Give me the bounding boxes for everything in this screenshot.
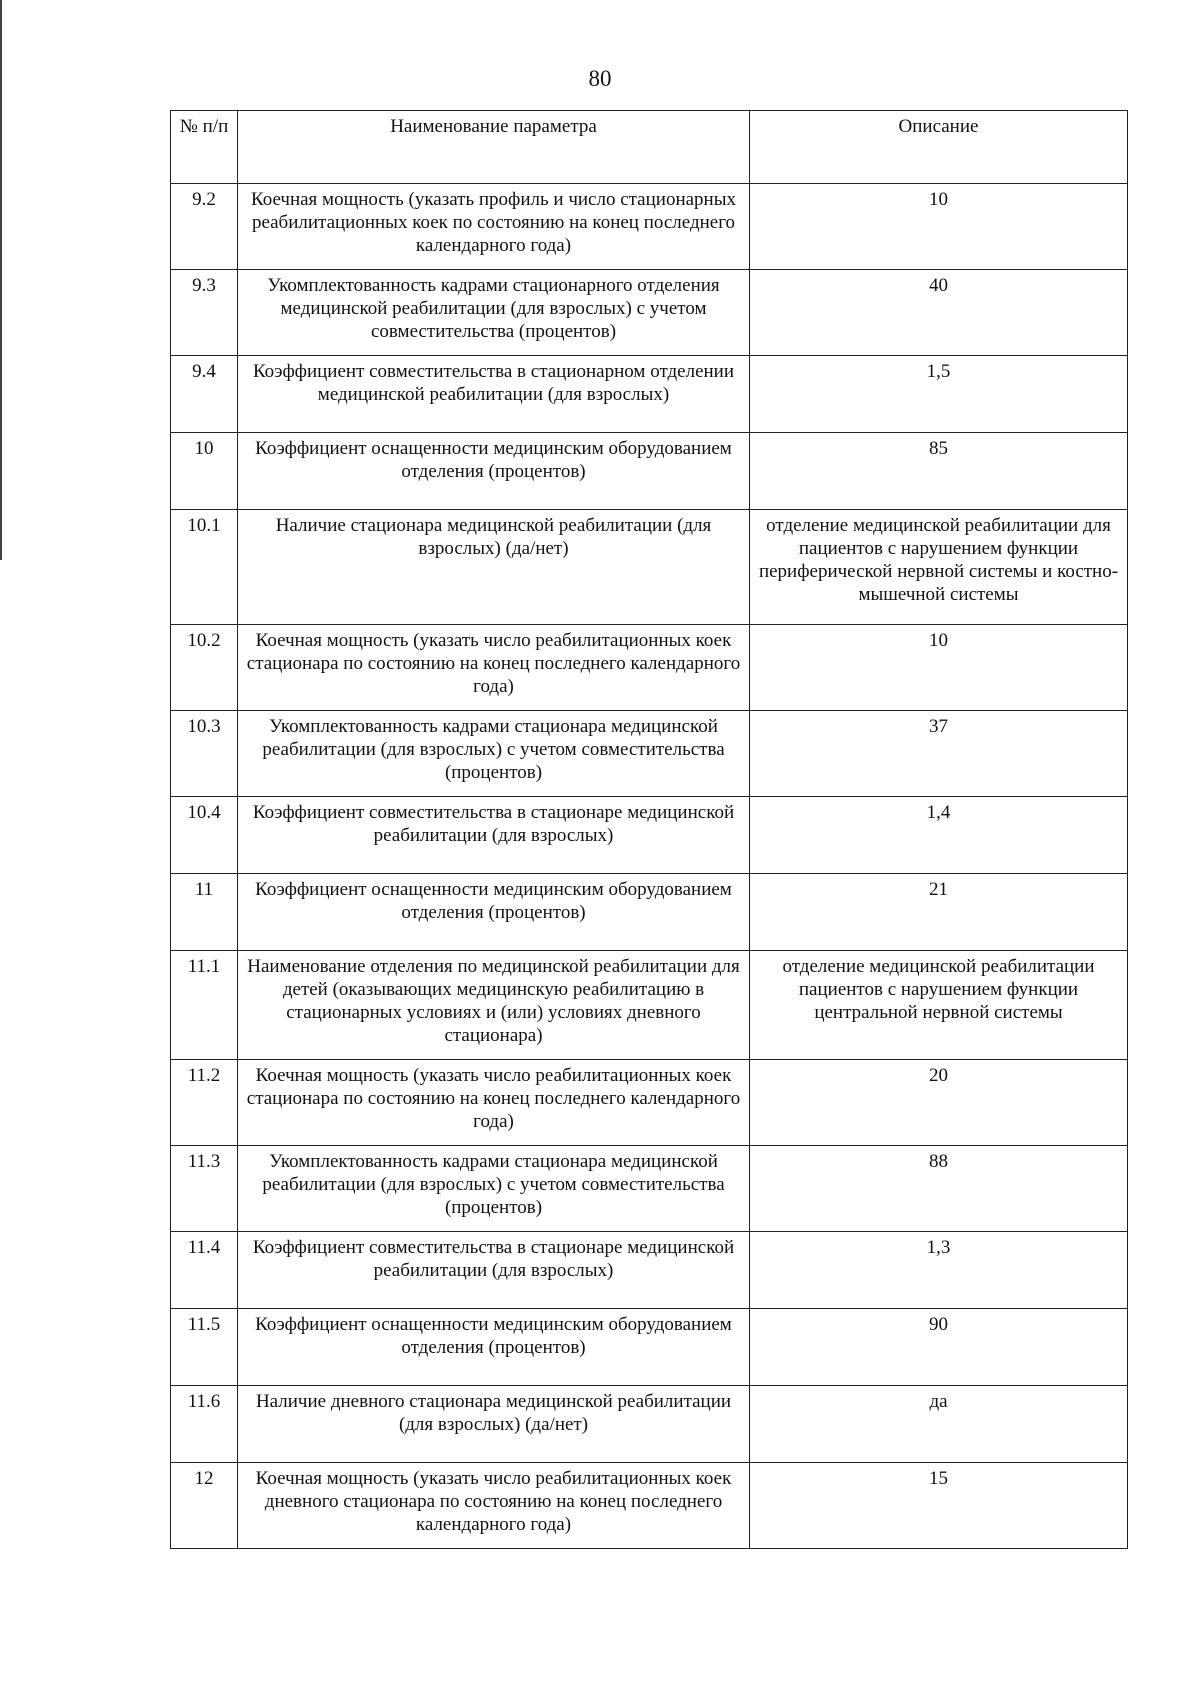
- row-description: 40: [750, 270, 1128, 356]
- row-description: 10: [750, 625, 1128, 711]
- row-name: Коэффициент совместительства в стационаре медицинской реабилитации (для взрослых): [238, 1232, 750, 1309]
- row-num: 9.4: [171, 356, 238, 433]
- table-row: [171, 1146, 1128, 1232]
- row-name: Наличие стационара медицинской реабилитации (для взрослых) (да/нет): [238, 510, 750, 625]
- table-row: [171, 356, 1128, 433]
- table-row: [171, 625, 1128, 711]
- table-row: [171, 184, 1128, 270]
- row-num: 11.5: [171, 1309, 238, 1386]
- table-row: [171, 1309, 1128, 1386]
- row-description: 37: [750, 711, 1128, 797]
- row-num: 11: [171, 874, 238, 951]
- row-description: 85: [750, 433, 1128, 510]
- table-row: [171, 1232, 1128, 1309]
- row-name: Коэффициент совместительства в стационаре медицинской реабилитации (для взрослых): [238, 797, 750, 874]
- row-description: 1,5: [750, 356, 1128, 433]
- row-name: Наименование отделения по медицинской реабилитации для детей (оказывающих медицинскую реабилитацию в стационарных условиях и (или) условиях дневного стационара): [238, 951, 750, 1060]
- table-row: [171, 711, 1128, 797]
- row-description: 21: [750, 874, 1128, 951]
- row-description: 10: [750, 184, 1128, 270]
- row-num: 11.6: [171, 1386, 238, 1463]
- row-num: 9.2: [171, 184, 238, 270]
- table-row: [171, 433, 1128, 510]
- row-description: 1,3: [750, 1232, 1128, 1309]
- row-description: отделение медицинской реабилитации пациентов с нарушением функции центральной нервной системы: [750, 951, 1128, 1060]
- row-name: Коечная мощность (указать профиль и число стационарных реабилитационных коек по состоянию на конец последнего календарного года): [238, 184, 750, 270]
- table-row: [171, 510, 1128, 625]
- row-num: 11.1: [171, 951, 238, 1060]
- row-num: 10.3: [171, 711, 238, 797]
- row-name: Коечная мощность (указать число реабилитационных коек дневного стационара по состоянию на конец последнего календарного года): [238, 1463, 750, 1549]
- row-name: Укомплектованность кадрами стационарного отделения медицинской реабилитации (для взрослых) с учетом совместительства (процентов): [238, 270, 750, 356]
- table-row: [171, 1060, 1128, 1146]
- parameters-table: [170, 110, 1128, 1549]
- row-description: да: [750, 1386, 1128, 1463]
- row-name: Укомплектованность кадрами стационара медицинской реабилитации (для взрослых) с учетом совместительства (процентов): [238, 1146, 750, 1232]
- row-name: Укомплектованность кадрами стационара медицинской реабилитации (для взрослых) с учетом совместительства (процентов): [238, 711, 750, 797]
- table-row: [171, 1386, 1128, 1463]
- table-row: [171, 1463, 1128, 1549]
- row-num: 10.1: [171, 510, 238, 625]
- table-row: [171, 951, 1128, 1060]
- table-header-row: [171, 111, 1128, 184]
- row-name: Коечная мощность (указать число реабилитационных коек стационара по состоянию на конец последнего календарного года): [238, 1060, 750, 1146]
- row-num: 11.3: [171, 1146, 238, 1232]
- row-name: Коэффициент оснащенности медицинским оборудованием отделения (процентов): [238, 433, 750, 510]
- row-description: 90: [750, 1309, 1128, 1386]
- row-name: Коэффициент оснащенности медицинским оборудованием отделения (процентов): [238, 1309, 750, 1386]
- header-num: № п/п: [171, 111, 238, 184]
- header-description: Описание: [750, 111, 1128, 184]
- table-row: [171, 797, 1128, 874]
- row-name: Коечная мощность (указать число реабилитационных коек стационара по состоянию на конец последнего календарного года): [238, 625, 750, 711]
- row-num: 11.4: [171, 1232, 238, 1309]
- row-description: отделение медицинской реабилитации для пациентов с нарушением функции периферической нервной системы и костно-мышечной системы: [750, 510, 1128, 625]
- row-num: 9.3: [171, 270, 238, 356]
- row-num: 12: [171, 1463, 238, 1549]
- row-num: 10.2: [171, 625, 238, 711]
- row-num: 11.2: [171, 1060, 238, 1146]
- row-description: 88: [750, 1146, 1128, 1232]
- row-name: Коэффициент совместительства в стационарном отделении медицинской реабилитации (для взрослых): [238, 356, 750, 433]
- page-number: 80: [588, 66, 612, 91]
- row-description: 15: [750, 1463, 1128, 1549]
- row-name: Коэффициент оснащенности медицинским оборудованием отделения (процентов): [238, 874, 750, 951]
- table-row: [171, 270, 1128, 356]
- row-description: 20: [750, 1060, 1128, 1146]
- row-name: Наличие дневного стационара медицинской реабилитации (для взрослых) (да/нет): [238, 1386, 750, 1463]
- header-name: Наименование параметра: [238, 111, 750, 184]
- row-num: 10.4: [171, 797, 238, 874]
- row-description: 1,4: [750, 797, 1128, 874]
- row-num: 10: [171, 433, 238, 510]
- table-row: [171, 874, 1128, 951]
